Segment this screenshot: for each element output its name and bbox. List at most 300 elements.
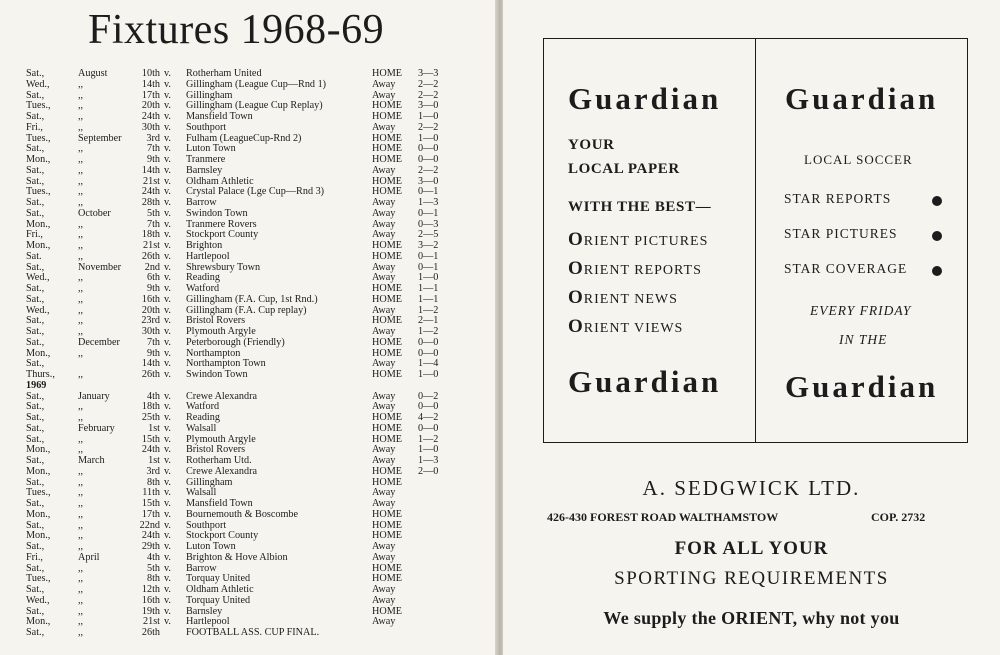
fixture-opponent: Tranmere Rovers: [186, 218, 257, 230]
fixture-row: [26, 338, 476, 349]
fixture-row: [26, 123, 476, 134]
fixture-score: 0—1: [418, 250, 439, 262]
fixture-month: ,,: [78, 293, 84, 305]
fixture-date: 24th: [141, 186, 160, 198]
fixture-month: ,,: [78, 465, 84, 477]
fixture-date: 9th: [146, 154, 160, 165]
fixture-row: [26, 553, 476, 564]
fixture-row: [26, 607, 476, 618]
fixture-venue: HOME: [372, 293, 402, 305]
fixture-row: [26, 628, 476, 639]
fixture-date: 11th: [142, 487, 160, 499]
guardian-advert: [543, 38, 968, 443]
fixture-score: 1—0: [418, 369, 439, 380]
fixture-month: August: [78, 68, 108, 79]
fixture-versus: v.: [164, 89, 171, 101]
fixture-date: 10th: [141, 68, 160, 79]
fixture-day: Sat.,: [26, 422, 45, 434]
fixture-venue: HOME: [372, 573, 402, 585]
fixture-date: 26th: [141, 369, 160, 380]
page-title: Fixtures 1968-69: [88, 7, 385, 53]
fixture-opponent: Torquay United: [186, 594, 251, 606]
fixture-venue: HOME: [372, 154, 402, 165]
fixture-day: Tues.,: [26, 100, 51, 112]
fixtures-page: [0, 0, 497, 655]
fixture-day: Sat.: [26, 250, 42, 262]
local-paper-text: LOCAL PAPER: [568, 161, 680, 177]
fixture-day: Tues.,: [26, 186, 51, 198]
fixture-versus: v.: [164, 498, 171, 509]
fixture-opponent: Hartlepool: [186, 616, 230, 628]
fixture-day: Sat.,: [26, 358, 45, 370]
brand-guardian-top-left: Guardian: [568, 81, 722, 116]
fixture-date: 21st: [143, 240, 160, 251]
fixture-opponent: Crewe Alexandra: [186, 465, 257, 477]
brand-guardian-bottom-left: Guardian: [568, 364, 722, 399]
fixture-score: 2—2: [418, 164, 439, 176]
fixture-row: [26, 478, 476, 489]
fixture-day: Tues.,: [26, 573, 51, 585]
fixture-score: 0—1: [418, 186, 439, 198]
fixture-score: 0—1: [418, 207, 439, 219]
fixture-day: Sat.,: [26, 627, 45, 638]
fixture-versus: v.: [164, 100, 171, 112]
fixture-month: November: [78, 261, 121, 273]
fixture-date: 20th: [141, 100, 160, 112]
fixture-month: ,,: [78, 218, 84, 230]
fixture-day: Sat.,: [26, 498, 45, 509]
fixture-venue: HOME: [372, 508, 402, 520]
fixture-venue: Away: [372, 261, 396, 273]
fixture-opponent: Gillingham (League Cup—Rnd 1): [186, 78, 327, 90]
fixture-venue: HOME: [372, 111, 402, 122]
fixture-versus: v.: [164, 121, 171, 133]
fixture-day: Sat.,: [26, 111, 45, 122]
fixture-versus: v.: [164, 594, 171, 606]
fixture-versus: v.: [164, 229, 171, 241]
fixture-versus: v.: [164, 476, 171, 488]
fixture-row: [26, 263, 476, 274]
fixture-opponent: Oldham Athletic: [186, 584, 254, 595]
fixture-day: Sat.,: [26, 562, 45, 574]
fixture-date: 30th: [141, 326, 160, 337]
fixture-row: [26, 134, 476, 145]
fixture-date: 18th: [141, 229, 160, 241]
fixture-versus: v.: [164, 422, 171, 434]
fixture-opponent: Hartlepool: [186, 250, 230, 262]
fixture-venue: Away: [372, 207, 396, 219]
fixture-opponent: Mansfield Town: [186, 498, 253, 509]
fixture-versus: v.: [164, 573, 171, 585]
fixture-venue: Away: [372, 121, 396, 133]
fixture-row: [26, 112, 476, 123]
fixture-month: January: [78, 390, 110, 402]
fixture-venue: HOME: [372, 369, 402, 380]
fixture-venue: Away: [372, 272, 396, 284]
fixture-venue: HOME: [372, 250, 402, 262]
fixture-venue: HOME: [372, 186, 402, 198]
fixture-versus: v.: [164, 455, 171, 466]
fixture-opponent: Mansfield Town: [186, 111, 253, 122]
fixture-opponent: Watford: [186, 401, 220, 413]
fixture-score: 0—0: [418, 143, 439, 155]
every-friday-text: EVERY FRIDAY: [810, 303, 912, 318]
fixture-versus: v.: [164, 401, 171, 413]
fixture-versus: v.: [164, 143, 171, 155]
fixture-versus: v.: [164, 487, 171, 499]
fixture-date: 9th: [146, 283, 160, 294]
fixture-month: ,,: [78, 164, 84, 176]
fixture-day: Sat.,: [26, 197, 45, 208]
fixture-venue: Away: [372, 358, 396, 370]
fixture-row: [26, 187, 476, 198]
fixture-opponent: Rotherham United: [186, 68, 262, 79]
fixture-date: 24th: [141, 444, 160, 456]
fixture-versus: v.: [164, 207, 171, 219]
fixture-day: Sat.,: [26, 283, 45, 294]
fixture-venue: HOME: [372, 315, 402, 327]
fixture-date: 7th: [146, 218, 160, 230]
fixture-opponent: Rotherham Utd.: [186, 455, 252, 466]
fixture-versus: v.: [164, 132, 171, 144]
fixture-score: 3—0: [418, 100, 439, 112]
fixture-opponent: Walsall: [186, 422, 217, 434]
in-the-text: IN THE: [839, 332, 888, 347]
fixture-month: ,,: [78, 283, 84, 294]
fixture-row: [26, 467, 476, 478]
fixture-score: 0—0: [418, 154, 439, 165]
fixture-venue: Away: [372, 455, 396, 466]
fixture-score: 1—3: [418, 197, 439, 208]
fixture-opponent: Fulham (LeagueCup-Rnd 2): [186, 132, 302, 144]
fixture-day: Mon.,: [26, 616, 51, 628]
fixture-score: 0—0: [418, 336, 439, 348]
fixture-date: 4th: [146, 551, 160, 563]
fixture-day: Wed.,: [26, 78, 50, 90]
local-soccer-text: LOCAL SOCCER: [804, 152, 913, 167]
fixture-versus: v.: [164, 272, 171, 284]
fixture-versus: v.: [164, 369, 171, 380]
fixture-row: [26, 531, 476, 542]
fixture-date: 24th: [141, 530, 160, 542]
fixture-opponent: Luton Town: [186, 143, 236, 155]
fixture-versus: v.: [164, 293, 171, 305]
fixture-month: ,,: [78, 186, 84, 198]
orient-line: [568, 258, 702, 280]
orient-rest: RIENT NEWS: [583, 292, 678, 307]
fixture-venue: HOME: [372, 562, 402, 574]
fixture-day: Sat.,: [26, 143, 45, 155]
orient-rest: RIENT VIEWS: [583, 321, 684, 336]
fixture-opponent: Brighton & Hove Albion: [186, 551, 288, 563]
fixture-versus: v.: [164, 358, 171, 370]
fixture-day: Wed.,: [26, 594, 50, 606]
fixture-date: 18th: [141, 401, 160, 413]
fixture-day: Sat.,: [26, 315, 45, 327]
your-text: YOUR: [568, 137, 615, 153]
fixture-venue: Away: [372, 487, 396, 499]
fixture-opponent: Barrow: [186, 197, 217, 208]
fixture-day: Fri.,: [26, 229, 43, 241]
fixture-date: 2nd: [144, 261, 160, 273]
fixture-score: 1—2: [418, 304, 439, 316]
fixture-day: Sat.,: [26, 261, 45, 273]
fixture-venue: HOME: [372, 68, 402, 79]
fixture-month: ,,: [78, 498, 84, 509]
fixture-opponent: FOOTBALL ASS. CUP FINAL.: [186, 627, 320, 638]
fixture-date: 1st: [148, 455, 160, 466]
fixture-opponent: Swindon Town: [186, 369, 248, 380]
fixture-day: Sat.,: [26, 336, 45, 348]
fixture-month: ,,: [78, 401, 84, 413]
fixture-date: 9th: [146, 347, 160, 359]
advert-right-column: [755, 39, 968, 442]
fixture-day: Wed.,: [26, 272, 50, 284]
fixture-versus: v.: [164, 304, 171, 316]
fixture-date: 14th: [141, 358, 160, 370]
fixture-date: 24th: [141, 111, 160, 122]
fixture-opponent: Brighton: [186, 240, 223, 251]
fixture-venue: HOME: [372, 347, 402, 359]
fixture-venue: HOME: [372, 465, 402, 477]
fixture-month: December: [78, 336, 120, 348]
fixture-venue: Away: [372, 304, 396, 316]
brand-guardian-top-right: Guardian: [785, 81, 939, 116]
fixture-venue: HOME: [372, 605, 402, 617]
advert-page: [503, 0, 1000, 655]
fixture-month: ,,: [78, 369, 84, 380]
fixture-versus: v.: [164, 562, 171, 574]
fixture-versus: v.: [164, 175, 171, 187]
fixture-versus: v.: [164, 541, 171, 552]
fixture-opponent: Northampton: [186, 347, 241, 359]
fixture-date: 30th: [141, 121, 160, 133]
fixture-date: 7th: [146, 143, 160, 155]
fixture-day: Mon.,: [26, 465, 51, 477]
fixture-day: Sat.,: [26, 89, 45, 101]
fixture-row: [26, 166, 476, 177]
fixture-row: [26, 144, 476, 155]
fixture-versus: v.: [164, 551, 171, 563]
fixture-month: ,,: [78, 519, 84, 531]
fixture-row: [26, 402, 476, 413]
fixture-versus: v.: [164, 530, 171, 542]
fixture-score: 0—0: [418, 422, 439, 434]
fixture-date: 8th: [146, 476, 160, 488]
fixture-versus: v.: [164, 111, 171, 122]
fixture-date: 26th: [141, 250, 160, 262]
orient-rest: RIENT REPORTS: [583, 263, 702, 278]
fixture-opponent: Reading: [186, 412, 220, 423]
fixture-date: 5th: [146, 207, 160, 219]
fixture-row: [26, 209, 476, 220]
fixture-date: 17th: [141, 508, 160, 520]
with-the-best-text: WITH THE BEST—: [568, 199, 712, 215]
fixture-date: 16th: [141, 594, 160, 606]
fixture-day: Sat.,: [26, 164, 45, 176]
fixture-versus: v.: [164, 68, 171, 79]
fixture-date: 4th: [146, 390, 160, 402]
fixture-opponent: Northampton Town: [186, 358, 266, 370]
fixture-date: 14th: [141, 164, 160, 176]
fixture-versus: v.: [164, 186, 171, 198]
fixture-opponent: Barnsley: [186, 164, 223, 176]
fixture-month: ,,: [78, 627, 84, 638]
orient-initial: O: [568, 258, 584, 279]
fixture-venue: Away: [372, 229, 396, 241]
fixture-opponent: Peterborough (Friendly): [186, 336, 285, 348]
fixture-day: Sat.,: [26, 584, 45, 595]
orient-initial: O: [568, 316, 584, 337]
fixture-month: ,,: [78, 562, 84, 574]
orient-rest: RIENT PICTURES: [583, 234, 709, 249]
fixture-score: 1—0: [418, 272, 439, 284]
fixture-venue: Away: [372, 616, 396, 628]
fixture-date: 16th: [141, 293, 160, 305]
fixture-row: [26, 295, 476, 306]
fixture-row: [26, 435, 476, 446]
fixture-row: [26, 80, 476, 91]
fixture-venue: Away: [372, 164, 396, 176]
fixture-row: [26, 359, 476, 370]
fixture-versus: v.: [164, 433, 171, 445]
fixture-score: 0—0: [418, 347, 439, 359]
company-phone: COP. 2732: [871, 510, 926, 524]
fixture-score: 0—3: [418, 218, 439, 230]
fixture-date: 14th: [141, 78, 160, 90]
fixture-day: Sat.,: [26, 326, 45, 337]
fixture-score: 4—2: [418, 412, 439, 423]
fixture-date: 23rd: [141, 315, 160, 327]
fixture-score: 1—2: [418, 433, 439, 445]
fixture-opponent: Gillingham (F.A. Cup replay): [186, 304, 307, 316]
fixture-day: Mon.,: [26, 218, 51, 230]
fixture-opponent: Crewe Alexandra: [186, 390, 257, 402]
star-line: STAR PICTURES: [784, 226, 898, 241]
company-address: 426-430 FOREST ROAD WALTHAMSTOW: [547, 510, 779, 524]
fixture-opponent: Oldham Athletic: [186, 175, 254, 187]
fixture-versus: v.: [164, 315, 171, 327]
fixture-month: October: [78, 207, 111, 219]
fixture-opponent: Barrow: [186, 562, 217, 574]
fixture-day: Wed.,: [26, 304, 50, 316]
fixture-day: 1969: [26, 379, 47, 391]
fixture-row: [26, 230, 476, 241]
fixture-score: 1—0: [418, 111, 439, 122]
fixture-month: ,,: [78, 121, 84, 133]
fixture-month: ,,: [78, 78, 84, 90]
star-line: STAR REPORTS: [784, 191, 892, 206]
fixture-score: 1—1: [418, 283, 439, 294]
fixture-versus: v.: [164, 519, 171, 531]
fixture-date: 28th: [141, 197, 160, 208]
fixture-opponent: Plymouth Argyle: [186, 326, 256, 337]
fixture-versus: v.: [164, 508, 171, 520]
fixture-opponent: Gillingham (F.A. Cup, 1st Rnd.): [186, 293, 318, 305]
fixture-day: Sat.,: [26, 433, 45, 445]
fixture-month: ,,: [78, 272, 84, 284]
fixture-month: ,,: [78, 229, 84, 241]
fixture-date: 29th: [141, 541, 160, 552]
fixture-row: [26, 155, 476, 166]
fixture-day: Sat.,: [26, 541, 45, 552]
fixture-day: Sat.,: [26, 207, 45, 219]
fixture-opponent: Bristol Rovers: [186, 444, 246, 456]
fixture-month: ,,: [78, 143, 84, 155]
fixture-venue: HOME: [372, 143, 402, 155]
fixture-versus: v.: [164, 390, 171, 402]
fixture-month: ,,: [78, 508, 84, 520]
fixture-row: [26, 510, 476, 521]
fixture-row: [26, 564, 476, 575]
fixture-month: ,,: [78, 315, 84, 327]
fixture-date: 26th: [141, 627, 160, 638]
fixture-day: Mon.,: [26, 444, 51, 456]
fixture-opponent: Torquay United: [186, 573, 251, 585]
fixture-opponent: Luton Town: [186, 541, 236, 552]
fixture-month: ,,: [78, 154, 84, 165]
fixture-venue: HOME: [372, 336, 402, 348]
fixture-venue: HOME: [372, 100, 402, 112]
fixture-versus: v.: [164, 261, 171, 273]
fixture-venue: Away: [372, 218, 396, 230]
fixture-versus: v.: [164, 326, 171, 337]
fixture-row: [26, 306, 476, 317]
company-name: A. SEDGWICK LTD.: [642, 476, 861, 500]
fixture-score: 1—4: [418, 358, 439, 370]
fixture-opponent: Gillingham: [186, 476, 233, 488]
year-heading-row: [26, 381, 476, 392]
fixture-venue: HOME: [372, 476, 402, 488]
fixture-score: 1—0: [418, 444, 439, 456]
fixture-row: [26, 241, 476, 252]
fixture-month: ,,: [78, 111, 84, 122]
orient-line: [568, 229, 708, 251]
fixture-score: 2—0: [418, 465, 439, 477]
fixture-versus: v.: [164, 412, 171, 423]
fixture-month: ,,: [78, 476, 84, 488]
fixture-opponent: Southport: [186, 121, 227, 133]
fixture-score: 3—0: [418, 175, 439, 187]
fixture-month: February: [78, 422, 115, 434]
supply-slogan: We supply the ORIENT, why not you: [603, 608, 900, 628]
fixture-month: ,,: [78, 444, 84, 456]
fixture-venue: Away: [372, 498, 396, 509]
fixture-date: 6th: [146, 272, 160, 284]
fixture-opponent: Crystal Palace (Lge Cup—Rnd 3): [186, 186, 325, 198]
fixture-opponent: Gillingham (League Cup Replay): [186, 100, 323, 112]
sporting-text: SPORTING REQUIREMENTS: [614, 568, 889, 589]
fixture-month: ,,: [78, 487, 84, 499]
fixture-row: [26, 273, 476, 284]
fixture-row: [26, 252, 476, 263]
fixture-date: 19th: [141, 605, 160, 617]
for-all-text: FOR ALL YOUR: [674, 538, 829, 559]
fixture-score: 1—2: [418, 326, 439, 337]
fixture-venue: HOME: [372, 530, 402, 542]
fixture-day: Fri.,: [26, 551, 43, 563]
fixture-versus: v.: [164, 197, 171, 208]
fixture-date: 8th: [146, 573, 160, 585]
fixture-month: ,,: [78, 100, 84, 112]
fixture-date: 1st: [148, 422, 160, 434]
fixture-row: [26, 596, 476, 607]
fixture-venue: Away: [372, 594, 396, 606]
fixture-day: Fri.,: [26, 121, 43, 133]
fixture-month: March: [78, 455, 105, 466]
fixture-date: 12th: [141, 584, 160, 595]
fixture-venue: Away: [372, 390, 396, 402]
